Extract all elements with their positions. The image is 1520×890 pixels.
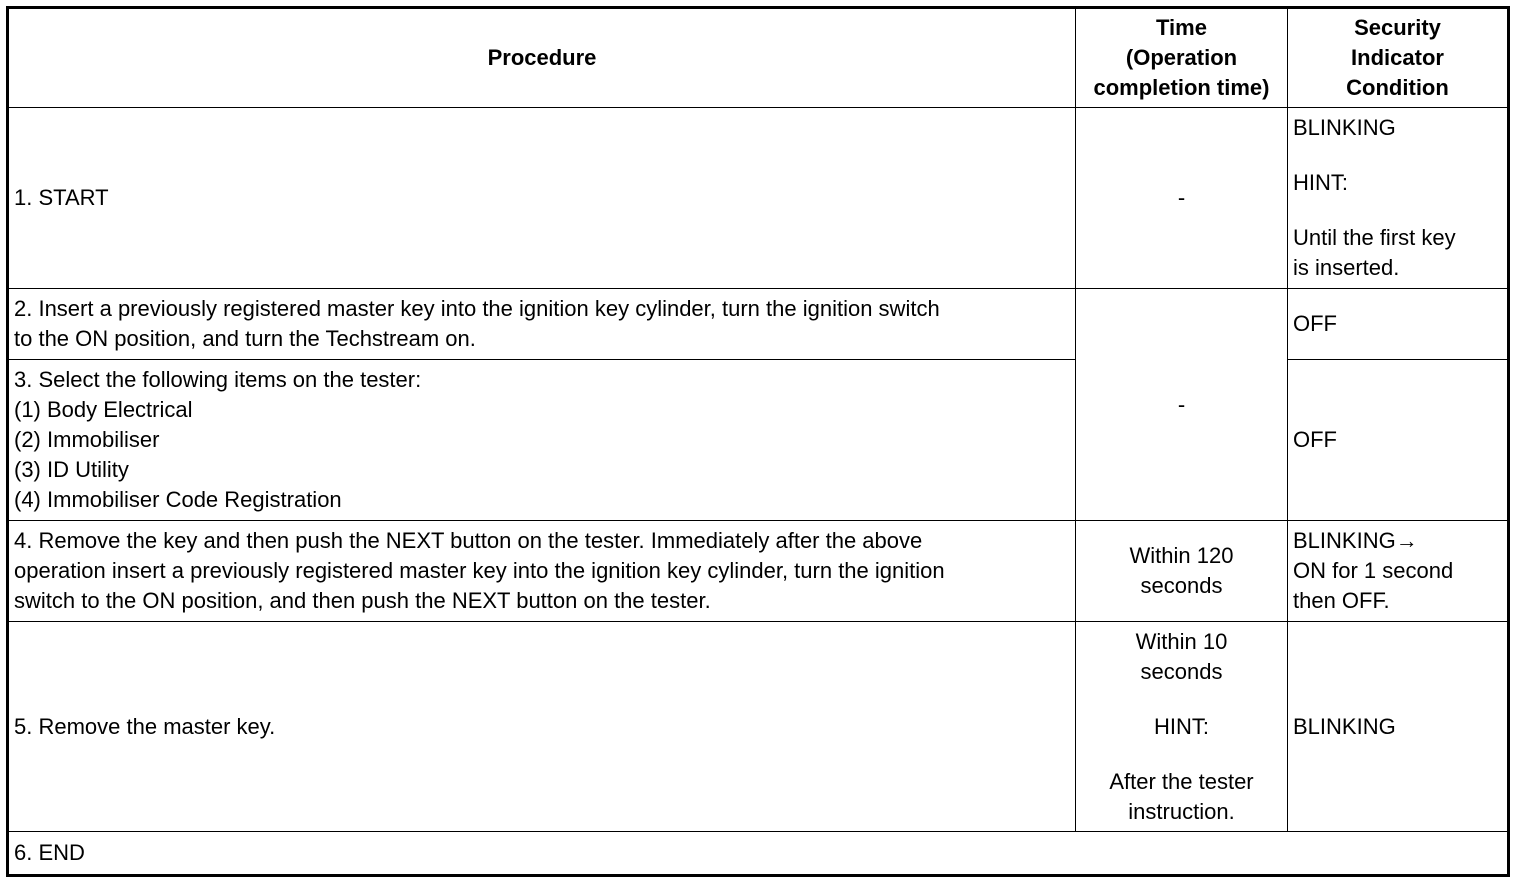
header-row xyxy=(8,8,1509,108)
indicator-cell xyxy=(1288,108,1509,289)
indicator-cell: OFF xyxy=(1288,289,1509,360)
spacer xyxy=(1081,742,1282,767)
procedure-cell xyxy=(8,521,1076,622)
procedure-table xyxy=(6,6,1510,877)
time-line: Within 10 xyxy=(1135,628,1228,654)
table-row xyxy=(8,832,1509,876)
header-time-line-3: completion time) xyxy=(1093,75,1270,100)
indicator-line: ON for 1 second xyxy=(1293,558,1454,583)
header-indicator-line-2: Indicator xyxy=(1351,45,1444,70)
procedure-line: operation insert a previously registered master key into the ignition key cylinder, turn the ignition xyxy=(14,558,945,583)
indicator-line: HINT: xyxy=(1293,170,1348,195)
table-row xyxy=(8,622,1509,832)
time-line: seconds xyxy=(1140,573,1223,598)
time-cell xyxy=(1076,622,1288,832)
procedure-line: 4. Remove the key and then push the NEXT button on the tester. Immediately after the above xyxy=(14,528,923,553)
header-time xyxy=(1076,8,1288,108)
indicator-line: BLINKING→ xyxy=(1293,528,1418,553)
indicator-cell: BLINKING xyxy=(1288,622,1509,832)
header-procedure: Procedure xyxy=(8,8,1076,108)
table-row xyxy=(8,521,1509,622)
time-line: Within 120 xyxy=(1129,543,1234,568)
header-time-line-1: Time xyxy=(1156,15,1207,40)
procedure-cell xyxy=(8,289,1076,360)
spacer xyxy=(1081,687,1282,712)
procedure-line: (4) Immobiliser Code Registration xyxy=(14,487,342,512)
procedure-line: switch to the ON position, and then push the NEXT button on the tester. xyxy=(14,588,711,613)
indicator-line: BLINKING xyxy=(1293,115,1396,140)
time-line: HINT: xyxy=(1154,713,1209,739)
time-line: seconds xyxy=(1140,658,1223,684)
header-time-line-2: (Operation xyxy=(1125,45,1238,70)
spacer xyxy=(1293,143,1502,168)
time-line: instruction. xyxy=(1128,798,1235,824)
procedure-cell: 6. END xyxy=(8,832,1509,876)
table-row xyxy=(8,289,1509,360)
time-line: After the tester xyxy=(1109,768,1254,794)
procedure-line: 2. Insert a previously registered master key into the ignition key cylinder, turn the ignition switch xyxy=(14,296,940,321)
procedure-cell: 5. Remove the master key. xyxy=(8,622,1076,832)
procedure-line: 3. Select the following items on the tester: xyxy=(14,367,422,392)
indicator-cell: OFF xyxy=(1288,360,1509,521)
procedure-line: to the ON position, and turn the Techstream on. xyxy=(14,326,476,351)
indicator-line: is inserted. xyxy=(1293,255,1400,280)
procedure-cell xyxy=(8,360,1076,521)
table-row xyxy=(8,108,1509,289)
header-indicator xyxy=(1288,8,1509,108)
time-cell xyxy=(1076,521,1288,622)
indicator-line: Until the first key xyxy=(1293,225,1456,250)
time-cell: - xyxy=(1076,108,1288,289)
procedure-line: (1) Body Electrical xyxy=(14,397,193,422)
header-indicator-line-1: Security xyxy=(1354,15,1441,40)
indicator-line: then OFF. xyxy=(1293,588,1390,613)
spacer xyxy=(1293,198,1502,223)
procedure-line: (3) ID Utility xyxy=(14,457,129,482)
indicator-cell xyxy=(1288,521,1509,622)
time-cell-shared: - xyxy=(1076,289,1288,521)
procedure-line: (2) Immobiliser xyxy=(14,427,160,452)
header-indicator-line-3: Condition xyxy=(1346,75,1449,100)
procedure-cell: 1. START xyxy=(8,108,1076,289)
